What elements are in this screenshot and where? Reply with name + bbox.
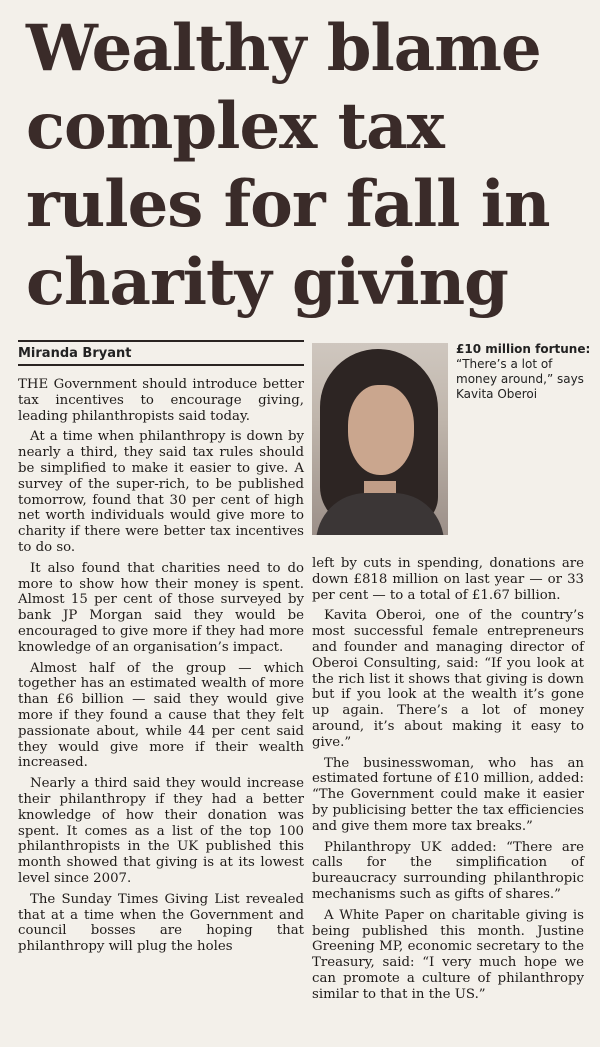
portrait-photo bbox=[312, 343, 448, 535]
paragraph: The Sunday Times Giving List revealed that at a time when the Government and council bosses are hoping that philanthropy will plug the holes bbox=[18, 891, 304, 955]
headline-line: charity giving bbox=[26, 245, 508, 320]
paragraph: Nearly a third said they would increase their philanthropy if they had a better knowledge of how their donation was spent. It comes as a list of the top 100 philanthropists in the UK published this month showed that giving is at its lowest level since 2007. bbox=[18, 776, 304, 886]
paragraph: Philanthropy UK added: “There are calls for the simplification of bureaucracy surrounding philanthropic mechanisms such as gifts of shares.” bbox=[312, 839, 584, 902]
headline bbox=[26, 10, 586, 322]
headline-line: rules for fall in bbox=[26, 167, 550, 242]
byline-rule bbox=[18, 364, 304, 366]
paragraph: It also found that charities need to do more to show how their money is spent. Almost 15 per cent of those surveyed by bank JP Morgan said they would be encouraged to give more if they had more knowledge of an organisation’s impact. bbox=[18, 560, 304, 655]
headline-line: Wealthy blame bbox=[26, 11, 541, 86]
paragraph: At a time when philanthropy is down by nearly a third, they said tax rules should be simplified to make it easier to give. A survey of the super-rich, to be published tomorrow, found that 30 per cent of high net worth individuals would give more to charity if there were better tax incentives to do so. bbox=[18, 429, 304, 555]
paragraph: THE Government should introduce better tax incentives to encourage giving, leading philanthropists said today. bbox=[18, 377, 304, 424]
caption-text: “There’s a lot of money around,” says Kavita Oberoi bbox=[456, 357, 584, 401]
paragraph: A White Paper on charitable giving is being published this month. Justine Greening MP, economic secretary to the Treasury, said: “I very much hope we can promote a culture of philanthropy similar to that in the US.” bbox=[312, 907, 584, 1002]
photo-caption bbox=[456, 342, 596, 402]
paragraph: left by cuts in spending, donations are down £818 million on last year — or 33 per cent — to a total of £1.67 billion. bbox=[312, 556, 584, 603]
article-column-2 bbox=[312, 556, 584, 1008]
photo-face bbox=[348, 385, 414, 475]
top-rule bbox=[18, 340, 304, 342]
byline: Miranda Bryant bbox=[18, 346, 132, 361]
paragraph: Kavita Oberoi, one of the country’s most successful female entrepreneurs and founder and managing director of Oberoi Consulting, said: “If you look at the rich list it shows that giving is down but if you look at the wealth it’s gone up again. There’s a lot of money around, it’s about making it easy to give.” bbox=[312, 608, 584, 750]
paragraph: The businesswoman, who has an estimated fortune of £10 million, added: “The Government could make it easier by publicising better the tax efficiencies and give them more tax breaks.” bbox=[312, 755, 584, 834]
headline-line: complex tax bbox=[26, 89, 444, 164]
caption-bold: £10 million fortune: bbox=[456, 342, 591, 356]
paragraph: Almost half of the group — which together has an estimated wealth of more than £6 billion — said they would give more if they found a cause that they felt passionate about, while 44 per cent said they would give more if their wealth increased. bbox=[18, 660, 304, 771]
article-column-1 bbox=[18, 377, 304, 960]
